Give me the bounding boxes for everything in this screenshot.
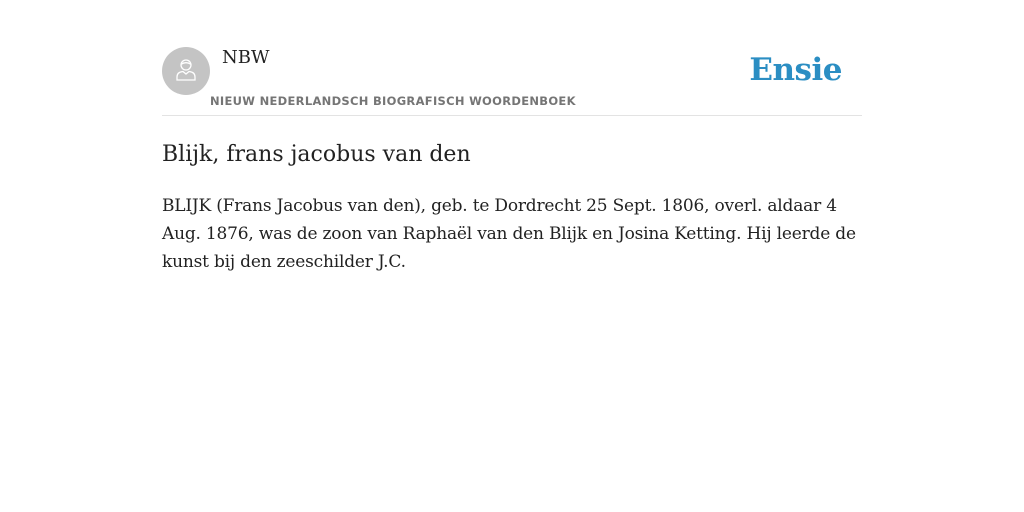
- entry-title: Blijk, frans jacobus van den: [162, 142, 471, 167]
- source-header: [162, 0, 862, 116]
- entry-text: BLIJK (Frans Jacobus van den), geb. te Dordrecht 25 Sept. 1806, overl. aldaar 4 Aug. 1876, was de zoon van Raphaël van den Blijk en Josina Ketting. Hij leerde de kunst bij den zeeschilder J.C.: [162, 196, 856, 272]
- user-icon: [172, 55, 200, 88]
- source-name[interactable]: NBW: [222, 47, 270, 68]
- source-subtitle: NIEUW NEDERLANDSCH BIOGRAFISCH WOORDENBOEK: [210, 94, 576, 108]
- ensie-logo-link[interactable]: Ensie: [749, 52, 842, 88]
- source-avatar[interactable]: [162, 47, 210, 95]
